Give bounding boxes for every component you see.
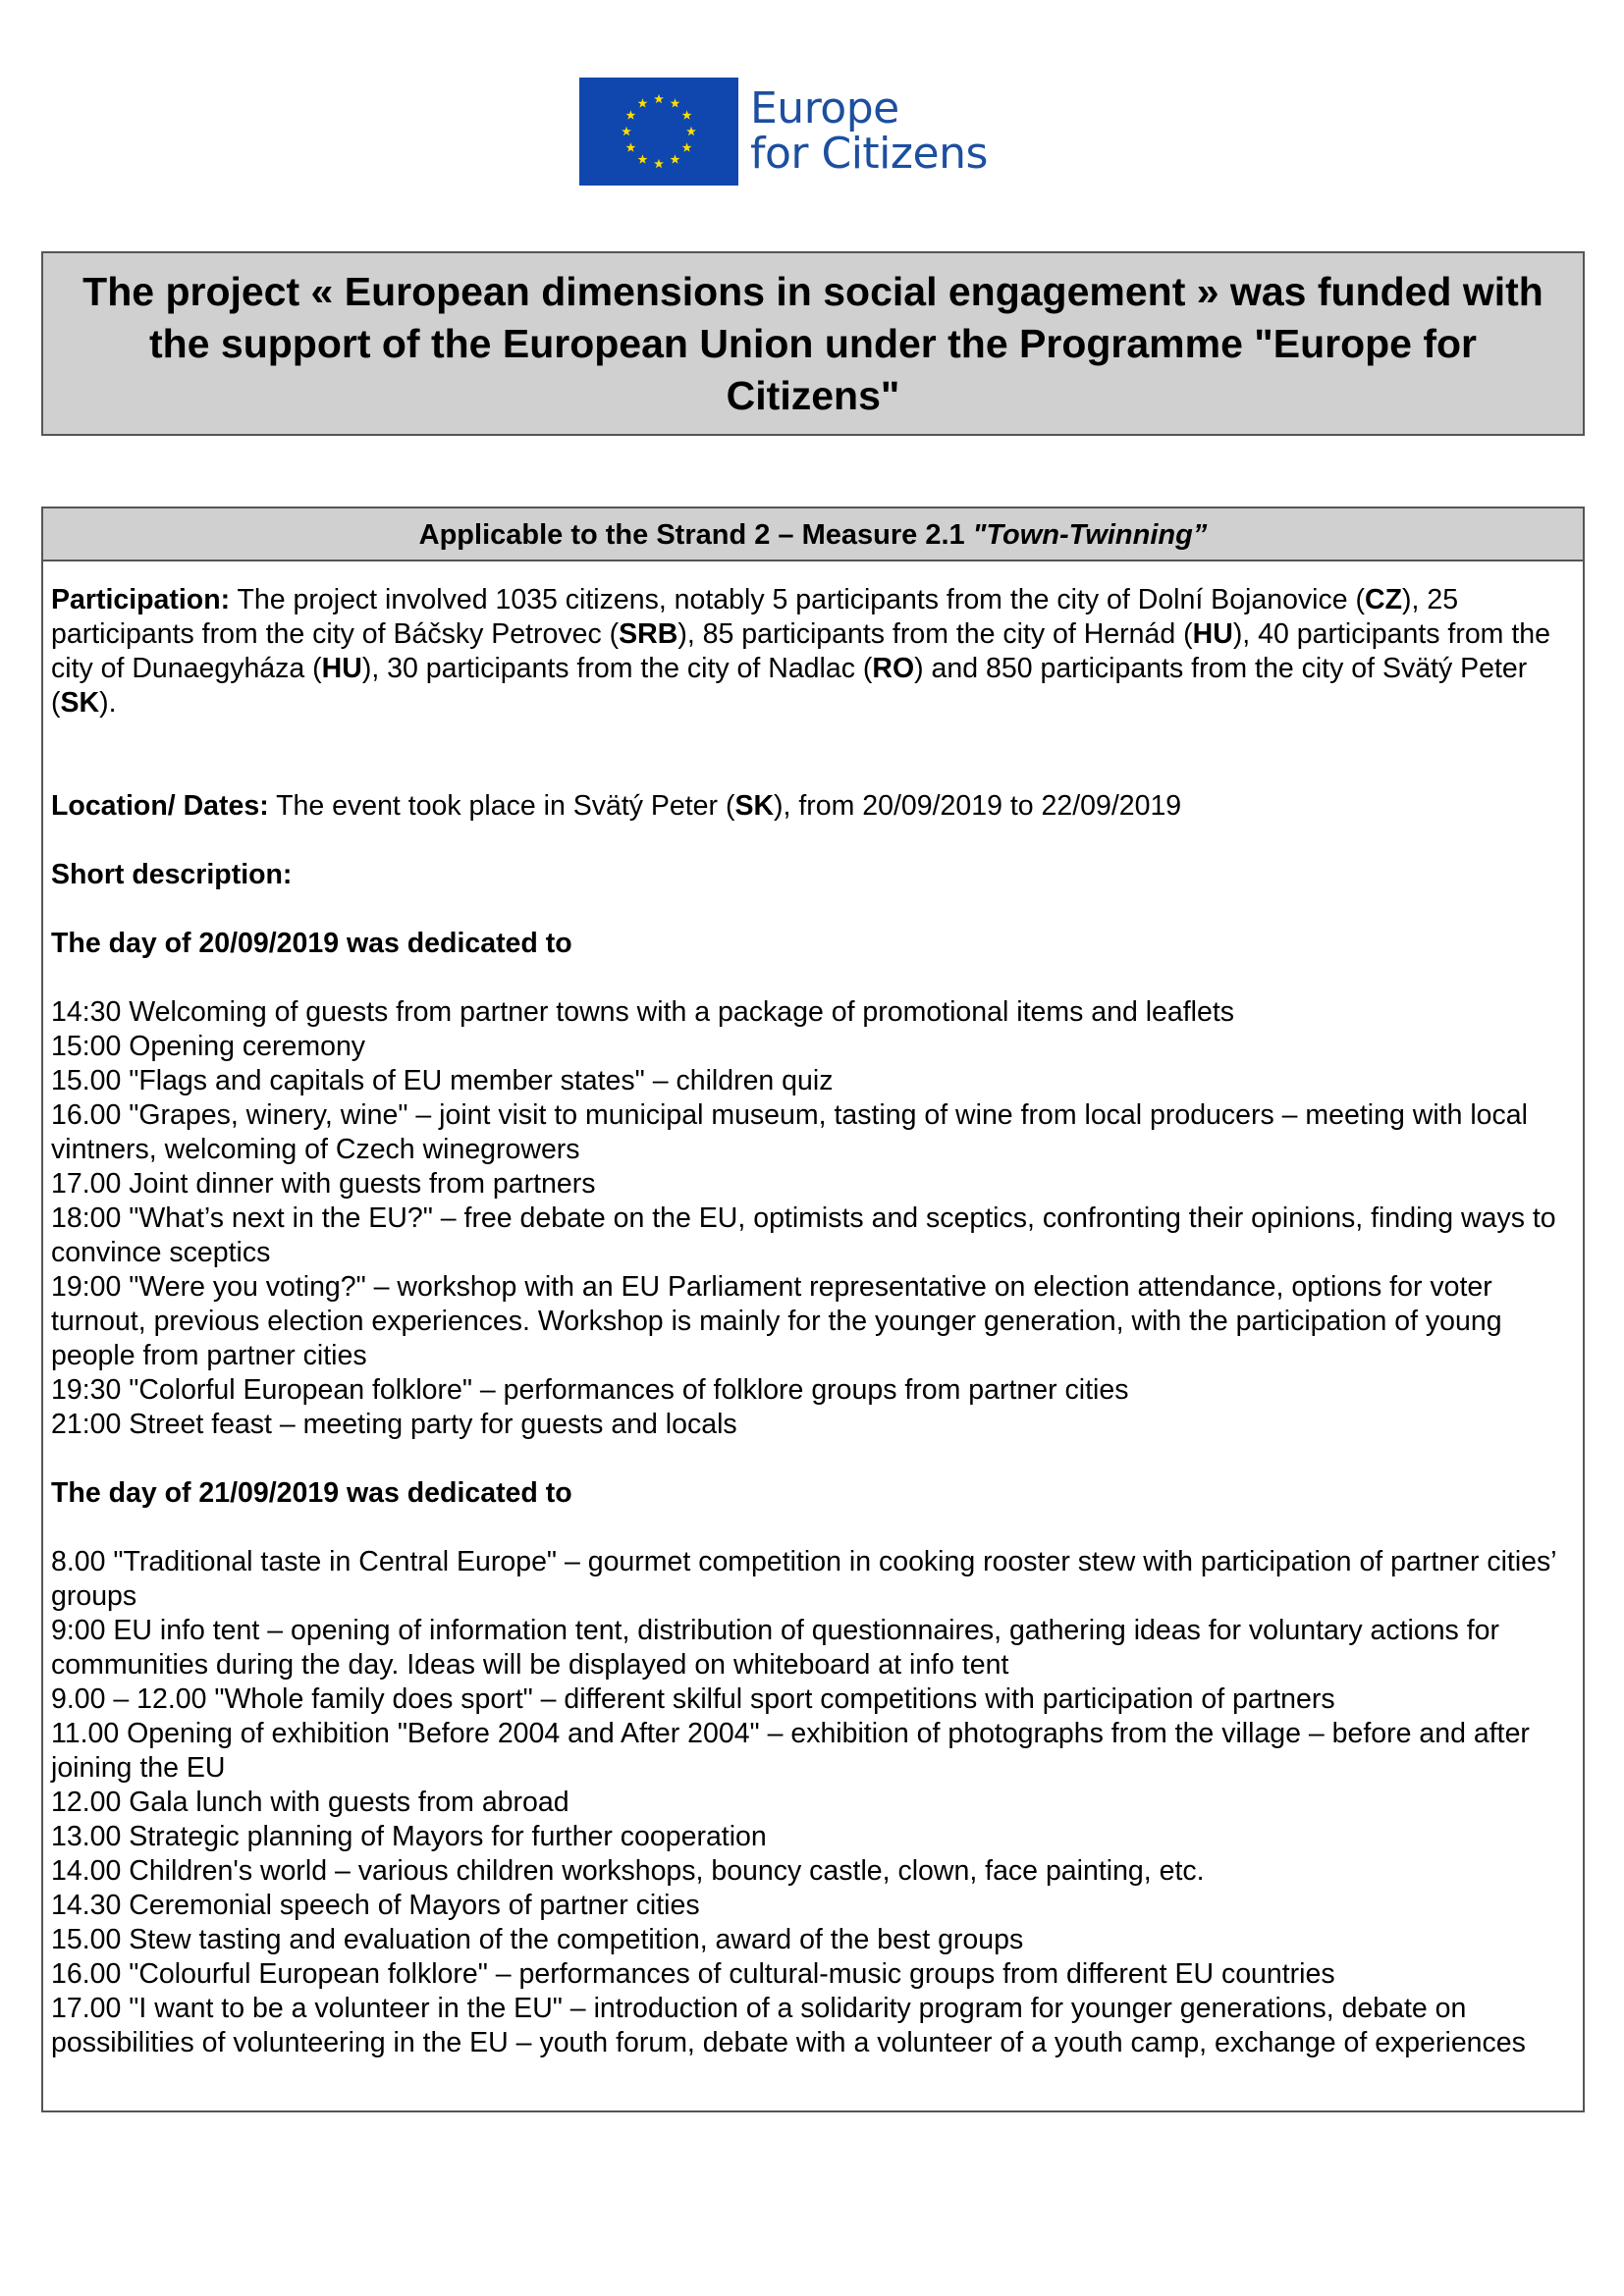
schedule-item: 15.00 Stew tasting and evaluation of the competition, award of the best groups — [51, 1924, 1024, 1955]
schedule-item: 12.00 Gala lunch with guests from abroad — [51, 1787, 569, 1818]
participation-text: The project involved 1035 citizens, notably 5 participants from the city of Dolní Bojanovice ( — [230, 584, 1366, 615]
details-content — [43, 561, 1583, 2060]
day1-schedule — [51, 995, 1575, 1442]
schedule-item: 16.00 "Grapes, winery, wine" – joint visit to municipal museum, tasting of wine from local producers – meeting with local vintners, welcoming of Czech winegrowers — [51, 1099, 1528, 1165]
project-title: The project « European dimensions in social engagement » was funded with the support of the European Union under the Programme "Europe for Citizens" — [82, 268, 1543, 418]
day1-heading — [51, 927, 1575, 961]
schedule-item: 19:00 "Were you voting?" – workshop with an EU Parliament representative on election attendance, options for voter turnout, previous election experiences. Workshop is mainly for the younger generation, with the participation of young people from partner cities — [51, 1271, 1502, 1371]
country-code: RO — [872, 653, 915, 684]
schedule-item: 21:00 Street feast – meeting party for guests and locals — [51, 1409, 737, 1440]
eu-flag-icon — [579, 78, 738, 186]
europe-for-citizens-logo — [579, 77, 1001, 187]
country-code: HU — [321, 653, 362, 684]
day1-heading-text: The day of 20/09/2019 was dedicated to — [51, 928, 572, 959]
logo-line-1: Europe — [750, 83, 899, 133]
schedule-item: 17.00 "I want to be a volunteer in the EU" – introduction of a solidarity program for younger generations, debate on possibilities of volunteering in the EU – youth forum, debate with a volunteer of a youth camp, exchange of experiences — [51, 1993, 1526, 2058]
location-text: ), from 20/09/2019 to 22/09/2019 — [774, 790, 1182, 822]
participation-text: ), 40 participants from the city of Dunaegyháza ( — [51, 618, 1550, 684]
participation-text: ), 30 participants from the city of Nadlac ( — [361, 653, 873, 684]
country-code: CZ — [1365, 584, 1403, 615]
schedule-item: 15:00 Opening ceremony — [51, 1031, 366, 1062]
schedule-item: 17.00 Joint dinner with guests from partners — [51, 1168, 596, 1200]
schedule-item: 11.00 Opening of exhibition "Before 2004 and After 2004" – exhibition of photographs from the village – before and after joining the EU — [51, 1718, 1530, 1784]
country-code: SK — [734, 790, 775, 822]
location-label: Location/ Dates: — [51, 790, 269, 822]
schedule-item: 16.00 "Colourful European folklore" – performances of cultural-music groups from different EU countries — [51, 1958, 1335, 1990]
strand-measure: "Town-Twinning” — [972, 518, 1208, 551]
country-code: HU — [1192, 618, 1233, 650]
strand-label: Applicable to the Strand 2 – Measure 2.1 — [418, 518, 965, 551]
schedule-item: 14:30 Welcoming of guests from partner towns with a package of promotional items and leaflets — [51, 996, 1235, 1028]
schedule-item: 15.00 "Flags and capitals of EU member states" – children quiz — [51, 1065, 834, 1096]
schedule-item: 13.00 Strategic planning of Mayors for further cooperation — [51, 1821, 767, 1852]
country-code: SRB — [619, 618, 678, 650]
country-code: SK — [60, 687, 100, 719]
participation-text: ), 85 participants from the city of Hernád ( — [677, 618, 1193, 650]
project-title-box — [41, 251, 1585, 436]
location-paragraph — [51, 789, 1575, 824]
location-text: The event took place in Svätý Peter ( — [268, 790, 735, 822]
schedule-item: 9:00 EU info tent – opening of information tent, distribution of questionnaires, gathering ideas for voluntary actions for communities during the day. Ideas will be displayed on whiteboard at info tent — [51, 1615, 1499, 1681]
participation-text: ). — [99, 687, 117, 719]
schedule-item: 18:00 "What’s next in the EU?" – free debate on the EU, optimists and sceptics, confronting their opinions, finding ways to convince sceptics — [51, 1202, 1556, 1268]
day2-schedule — [51, 1545, 1575, 2060]
short-description-label-text: Short description: — [51, 859, 293, 890]
schedule-item: 14.30 Ceremonial speech of Mayors of partner cities — [51, 1890, 700, 1921]
day2-heading — [51, 1476, 1575, 1511]
participation-text: ) and 850 participants from the city of Svätý Peter ( — [51, 653, 1528, 719]
logo-text — [750, 83, 988, 179]
schedule-item: 8.00 "Traditional taste in Central Europe" – gourmet competition in cooking rooster stew with participation of partner cities’ groups — [51, 1546, 1556, 1612]
participation-text: ), 25 participants from the city of Báčsky Petrovec ( — [51, 584, 1459, 650]
logo-line-2: for Citizens — [750, 129, 988, 179]
schedule-item: 19:30 "Colorful European folklore" – performances of folklore groups from partner cities — [51, 1374, 1129, 1406]
participation-paragraph — [51, 583, 1575, 721]
short-description-label — [51, 858, 1575, 892]
participation-label: Participation: — [51, 584, 231, 615]
project-details-box — [41, 507, 1585, 2112]
schedule-item: 14.00 Children's world – various children workshops, bouncy castle, clown, face painting, etc. — [51, 1855, 1205, 1887]
strand-header — [43, 508, 1583, 561]
schedule-item: 9.00 – 12.00 "Whole family does sport" – different skilful sport competitions with participation of partners — [51, 1683, 1335, 1715]
day2-heading-text: The day of 21/09/2019 was dedicated to — [51, 1477, 572, 1509]
